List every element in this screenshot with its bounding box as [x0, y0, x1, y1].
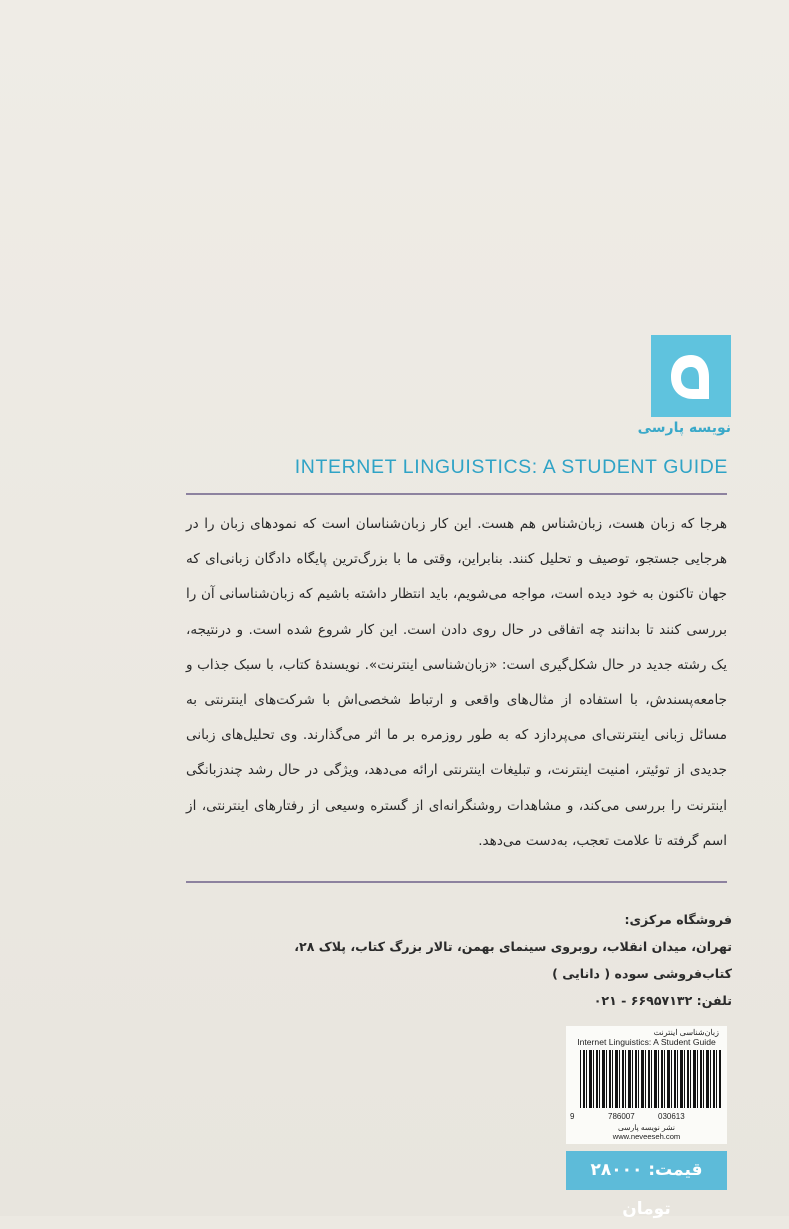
store-info	[294, 906, 732, 1014]
barcode-digits-left: 786007	[608, 1112, 635, 1121]
divider-bottom	[186, 881, 727, 883]
barcode-digits-right: 030613	[658, 1112, 685, 1121]
publisher-name: نویسه پارسی	[637, 420, 731, 436]
store-shop-name: کتاب‌فروشی سوده ( دانایی )	[552, 966, 732, 981]
barcode-bars	[580, 1050, 721, 1108]
store-address: تهران، میدان انقلاب، روبروی سینمای بهمن، تالار بزرگ کتاب، پلاک ۲۸،	[294, 939, 732, 954]
store-heading: فروشگاه مرکزی:	[624, 912, 732, 927]
book-blurb: هرجا که زبان هست، زبان‌شناس هم هست. این کار زبان‌شناسان است که نمودهای زبان را در هرجایی جستجو، توصیف و تحلیل کنند. بنابراین، وقتی ما با بزرگ‌ترین پایگاه دادگان زبانی‌ای که جهان تاکنون به خود دیده است، مواجه می‌شویم، باید انتظار داشته باشیم که زبان‌شناسانی آن را بررسی کنند تا بدانند چه اتفاقی در حال روی دادن است. این کار شروع شده است. و درنتیجه، یک رشته جدید در حال شکل‌گیری است: «زبان‌شناسی اینترنت». نویسندهٔ کتاب، با سبک جذاب و جامعه‌پسندش، با استفاده از مثال‌های واقعی و ارتباط شخصی‌اش با شرکت‌های اینترنتی به مسائل زبانی اینترنتی‌ای می‌پردازد که به طور روزمره بر ما اثر می‌گذارند. وی تحلیل‌های زبانی جدیدی از توئیتر، امنیت اینترنت، و تبلیغات اینترنتی ارائه می‌دهد، ویژگی در حال رشد چندزبانگی اینترنت را بررسی می‌کند، و مشاهدات روشنگرانه‌ای از گستره وسیعی از رفتارهای اینترنتی، از اسم گرفته تا علامت تعجب، به‌دست می‌دهد.	[186, 516, 727, 849]
book-title: INTERNET LINGUISTICS: A STUDENT GUIDE	[294, 456, 728, 478]
barcode-title-fa: زبان‌شناسی اینترنت	[653, 1028, 719, 1037]
barcode-digit-lead: 9	[570, 1112, 575, 1121]
publisher-logo-icon	[651, 335, 731, 417]
barcode-digits	[570, 1112, 723, 1122]
barcode-title-en: Internet Linguistics: A Student Guide	[577, 1037, 716, 1047]
price-label: قیمت: ۲۸۰۰۰ تومان	[566, 1151, 727, 1190]
barcode-label	[566, 1026, 727, 1144]
barcode-publisher: نشر نویسه پارسی	[617, 1123, 676, 1132]
divider-top	[186, 493, 727, 495]
store-phone: تلفن: ۶۶۹۵۷۱۳۲ - ۰۲۱	[593, 993, 732, 1008]
publisher-logo	[651, 335, 731, 417]
barcode-url: www.neveeseh.com	[612, 1132, 681, 1141]
